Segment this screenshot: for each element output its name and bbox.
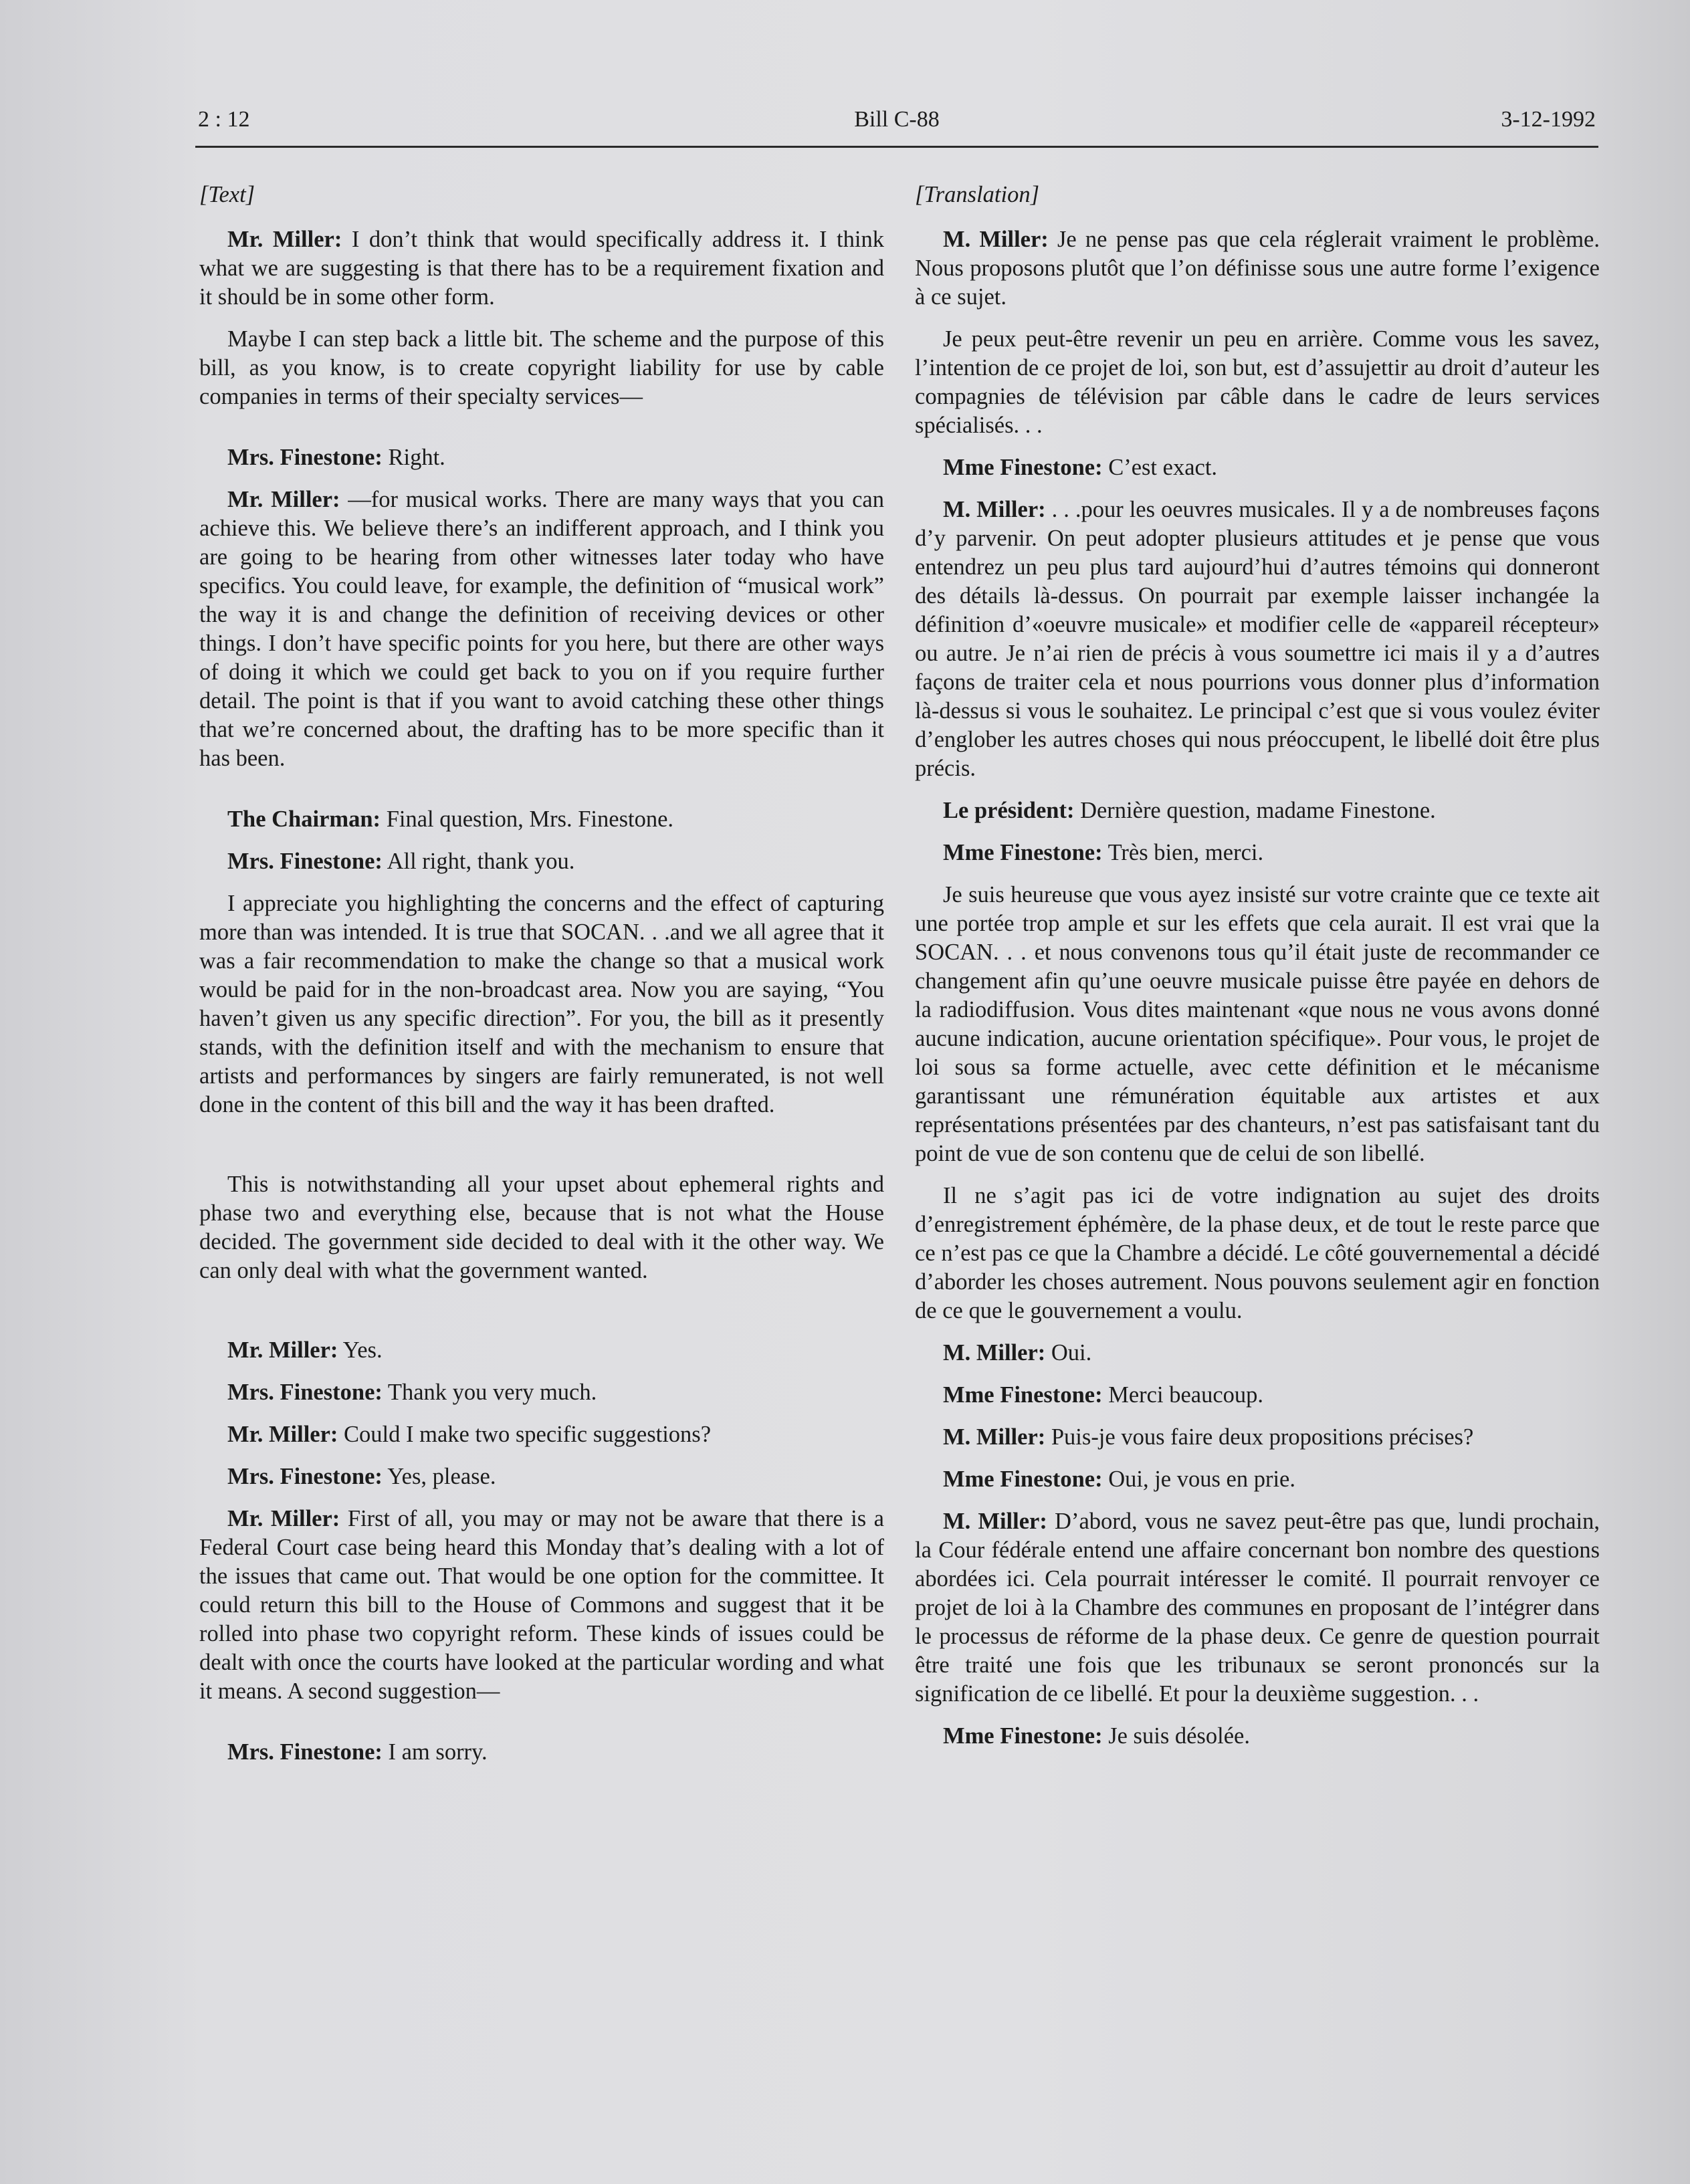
speaker-name: M. Miller: [943,1424,1046,1450]
page-header [195,106,1598,148]
speaker-name: M. Miller: [943,497,1046,522]
speaker-name: Mrs. Finestone: [227,445,383,470]
speech-text: Je suis heureuse que vous ayez insisté sur votre crainte que ce texte ait une portée trop ample et sur les effets que cela aurait. Il est vrai que la SOCAN. . . et nous convenons tous qu’il était juste de recommander ce changement afin qu’une oeuvre musicale puisse être payée en dehors de la radiodiffusion. Vous dites maintenant «que nous ne vous avons donné aucune indication, aucune orientation spécifique». Pour vous, le projet de loi sous sa forme actuelle, avec cette définition et le mécanisme garantissant une rémunération équitable aux artistes et aux représentations présentées par des chanteurs, n’est pas satisfaisant tant du point de vue de son contenu que de celui de son libellé. [915,882,1600,1166]
speaker-name: Mme Finestone: [943,1382,1103,1408]
speaker-name: Mme Finestone: [943,455,1103,480]
speaker-name: M. Miller: [943,1509,1047,1534]
speaker-name: Mr. Miller: [227,1337,338,1363]
paragraph [915,1339,1600,1368]
paragraph [915,453,1600,482]
speech-text: Right. [382,445,445,470]
speech-text: Yes, please. [382,1464,496,1489]
paragraph [199,1378,884,1407]
speech-text: Puis-je vous faire deux propositions précises? [1045,1424,1474,1450]
speaker-name: Mrs. Finestone: [227,849,383,874]
speech-text: First of all, you may or may not be aware that there is a Federal Court case being heard this Monday that’s dealing with a lot of the issues that came out. That would be one option for the committee. It could return this bill to the House of Commons and suggest that it be rolled into phase two copyright reform. These kinds of issues could be dealt with once the courts have looked at the particular wording and what it means. A second suggestion— [199,1506,884,1704]
paragraph [199,1420,884,1449]
speech-text: Could I make two specific suggestions? [338,1422,712,1447]
speaker-name: M. Miller: [943,1340,1046,1366]
bill-title: Bill C-88 [854,107,940,132]
speech-text: Yes. [338,1337,383,1363]
paragraph [915,1423,1600,1452]
paragraph [915,325,1600,440]
speech-text: —for musical works. There are many ways that you can achieve this. We believe there’s an indifferent approach, and I think you are going to be hearing from other witnesses later today who have specifics. You could leave, for example, the definition of “musical work” the way it is and change the definition of receiving devices or other things. I don’t have specific points for you here, but there are other ways of doing it which we could get back to you on if you require further detail. The point is that if you want to avoid catching these other things that we’re concerned about, the drafting has to be more specific than it has been. [199,487,884,771]
paragraph [199,889,884,1119]
speech-text: Maybe I can step back a little bit. The scheme and the purpose of this bill, as you know, is to create copyright liability for use by cable companies in terms of their specialty services— [199,326,884,409]
paragraph [199,1505,884,1706]
speaker-name: M. Miller: [943,227,1049,252]
translation-label: [Translation] [915,182,1039,207]
speech-text: Dernière question, madame Finestone. [1074,798,1436,823]
paragraph [915,839,1600,867]
speech-text: Je peux peut-être revenir un peu en arrière. Comme vous les savez, l’intention de ce projet de loi, son but, est d’assujettir au droit d’auteur les compagnies de télévision par câble dans le cadre de leurs services spécialisés. . . [915,326,1600,438]
speaker-name: Mr. Miller: [227,487,340,512]
speaker-name: Mr. Miller: [227,1506,340,1531]
paragraph [199,325,884,411]
paragraph [199,485,884,773]
paragraph [199,847,884,876]
speech-text: D’abord, vous ne savez peut-être pas que, lundi prochain, la Cour fédérale entend une affaire concernant bon nombre des questions abordées ici. Cela pourrait intéresser le comité. Il pourrait renvoyer ce projet de loi à la Chambre des communes en proposant de l’intégrer dans le processus de réforme de la phase deux. Ce genre de question pourrait être traité une fois que les tribunaux se seront prononcés sur la signification de ce libellé. Et pour la deuxième suggestion. . . [915,1509,1600,1707]
speaker-name: Mr. Miller: [227,1422,338,1447]
speech-text: All right, thank you. [382,849,575,874]
paragraph [199,1336,884,1365]
paragraph [915,1507,1600,1709]
paragraph [915,1465,1600,1494]
speech-text: This is notwithstanding all your upset about ephemeral rights and phase two and everything else, because that is not what the House decided. The government side decided to deal with it the other way. We can only deal with what the government wanted. [199,1172,884,1283]
speech-text: Oui. [1045,1340,1092,1366]
paragraph [915,496,1600,783]
speaker-name: Mme Finestone: [943,1723,1103,1749]
speech-text: I don’t think that would specifically address it. I think what we are suggesting is that there has to be a requirement fixation and it should be in some other form. [199,227,884,310]
paragraph [915,1722,1600,1751]
speech-text: I am sorry. [382,1739,488,1765]
header-date: 3-12-1992 [1501,107,1596,132]
speaker-name: Mme Finestone: [943,840,1103,865]
paragraph [915,796,1600,825]
speech-text: Très bien, merci. [1102,840,1264,865]
paragraph [915,1182,1600,1325]
speaker-name: The Chairman: [227,806,381,832]
speech-text: Oui, je vous en prie. [1102,1466,1295,1492]
speaker-name: Mrs. Finestone: [227,1739,383,1765]
paragraph [199,805,884,834]
speech-text: Merci beaucoup. [1102,1382,1264,1408]
text-label: [Text] [199,182,255,207]
paragraph [199,1170,884,1285]
speech-text: Thank you very much. [382,1380,597,1405]
paragraph [199,225,884,312]
speech-text: Je ne pense pas que cela réglerait vraiment le problème. Nous proposons plutôt que l’on définisse sous une autre forme l’exigence à ce sujet. [915,227,1600,310]
paragraph [199,1462,884,1491]
speech-text: I appreciate you highlighting the concerns and the effect of capturing more than was intended. It is true that SOCAN. . .and we all agree that it was a fair recommendation to make the change so that a musical work would be paid for in the non-broadcast area. Now you are saying, “You haven’t given us any specific direction”. For you, the bill as it presently stands, with the definition itself and with the mechanism to ensure that artists and performances by singers are fairly remunerated, is not well done in the content of this bill and the way it has been drafted. [199,891,884,1117]
speaker-name: Mrs. Finestone: [227,1464,383,1489]
paragraph [199,443,884,472]
speech-text: Il ne s’agit pas ici de votre indignation au sujet des droits d’enregistrement éphémère, de la phase deux, et de tout le reste parce que ce n’est pas ce que la Chambre a décidé. Le côté gouvernemental a décidé d’aborder les choses autrement. Nous pouvons seulement agir en fonction de ce que le gouvernement a voulu. [915,1183,1600,1323]
speaker-name: Mr. Miller: [227,227,342,252]
speech-text: Je suis désolée. [1102,1723,1250,1749]
french-column [915,181,1600,1764]
paragraph [915,1381,1600,1410]
english-column [199,181,884,1780]
paragraph [199,1738,884,1767]
speech-text: C’est exact. [1102,455,1218,480]
speaker-name: Le président: [943,798,1075,823]
speaker-name: Mrs. Finestone: [227,1380,383,1405]
paragraph [915,225,1600,312]
speech-text: . . .pour les oeuvres musicales. Il y a de nombreuses façons d’y parvenir. On peut adopter plusieurs attitudes et je pense que vous entendrez un peu plus tard aujourd’hui d’autres témoins qui donneront des détails là-dessus. On pourrait par exemple laisser inchangée la définition d’«oeuvre musicale» et modifier celle de «appareil récepteur» ou autre. Je n’ai rien de précis à vous soumettre ici mais il y a d’autres façons de traiter cela et nous pourrions vous donner plus d’information là-dessus si vous le souhaitez. Le principal c’est que si vous voulez éviter d’englober les autres choses qui nous préoccupent, le libellé doit être plus précis. [915,497,1600,781]
speaker-name: Mme Finestone: [943,1466,1103,1492]
paragraph [915,881,1600,1168]
page-number: 2 : 12 [198,107,250,132]
speech-text: Final question, Mrs. Finestone. [381,806,674,832]
